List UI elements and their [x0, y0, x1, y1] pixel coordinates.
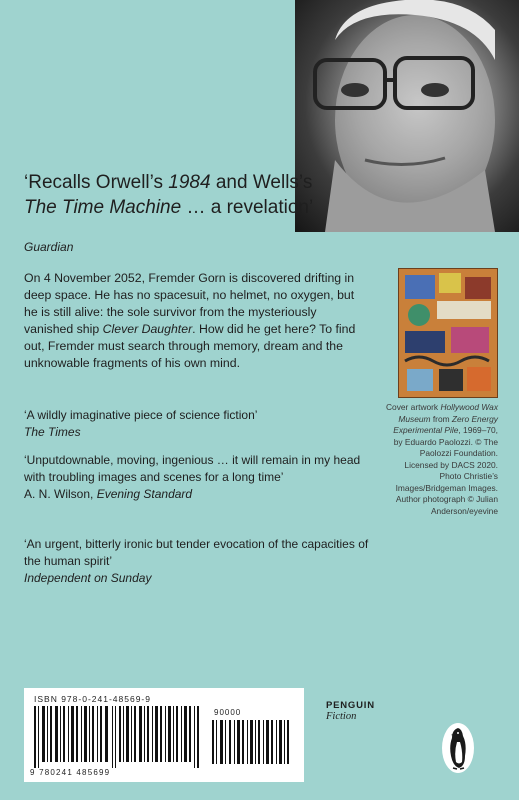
credits-part-1: Cover artwork — [386, 402, 441, 412]
publisher-imprint — [326, 700, 375, 722]
barcode-digits: 9 780241 485699 — [30, 768, 111, 777]
credits-part-2: from — [430, 413, 452, 424]
review-quote — [24, 536, 369, 587]
headline-source: Guardian — [24, 240, 74, 254]
ship-name: Clever Daughter — [102, 322, 193, 336]
barcode-panel — [24, 688, 304, 782]
synopsis-part-1: On 4 November 2052, Fremder Gorn is discovered drifting in deep space. He has no spacesuit, no helmet, no oxygen, but he is still alive: the sole survivor from the mysteriously vanished ship — [24, 271, 355, 336]
review-quote — [24, 452, 369, 503]
quote-text: ‘Unputdownable, moving, ingenious … it will remain in my head with troubling images and scenes for a long time’ — [24, 453, 361, 484]
headline-part-1: ‘Recalls Orwell’s — [24, 172, 169, 193]
penguin-logo-icon — [441, 722, 475, 774]
artwork-series: Zero Energy Experimental Pile — [393, 413, 498, 435]
headline-title-time-machine: The Time Machine — [24, 197, 182, 218]
cover-credits — [386, 402, 498, 517]
credits-part-3: , 1969–70, by Eduardo Paolozzi. © The Paolozzi Foundation. Licensed by DACS 2020. Photo Christie’s Images/Bridgeman Images. Author photograph © Julian Anderson/eyevine — [393, 425, 498, 516]
review-quote — [24, 407, 369, 441]
price-code: 90000 — [214, 708, 242, 717]
cover-artwork-thumbnail — [398, 268, 498, 398]
artwork-title: Hollywood Wax Museum — [398, 402, 499, 424]
barcode-icon — [34, 706, 204, 768]
synopsis-part-2: . How did he get here? To find out, Fremder must search through memory, dream and the unknowable fragments of his own mind. — [24, 322, 356, 370]
headline-quote — [24, 170, 324, 220]
price-barcode-icon — [212, 720, 292, 764]
synopsis — [24, 270, 369, 372]
quote-author: A. N. Wilson, — [24, 487, 97, 501]
quote-text: ‘An urgent, bitterly ironic but tender evocation of the capacities of the human spirit’ — [24, 537, 369, 568]
author-photo — [295, 0, 519, 232]
quote-source: Independent on Sunday — [24, 571, 152, 585]
publisher-name: PENGUIN — [326, 700, 375, 711]
headline-title-1984: 1984 — [168, 172, 211, 193]
quote-text: ‘A wildly imaginative piece of science fiction’ — [24, 408, 258, 422]
headline-part-2: and Wells’s — [210, 172, 313, 193]
headline-part-3: … a revelation’ — [181, 197, 314, 218]
quote-source: Evening Standard — [96, 487, 193, 501]
isbn: ISBN 978-0-241-48569-9 — [34, 694, 151, 704]
quote-source: The Times — [24, 425, 81, 439]
publisher-line: Fiction — [326, 711, 357, 722]
